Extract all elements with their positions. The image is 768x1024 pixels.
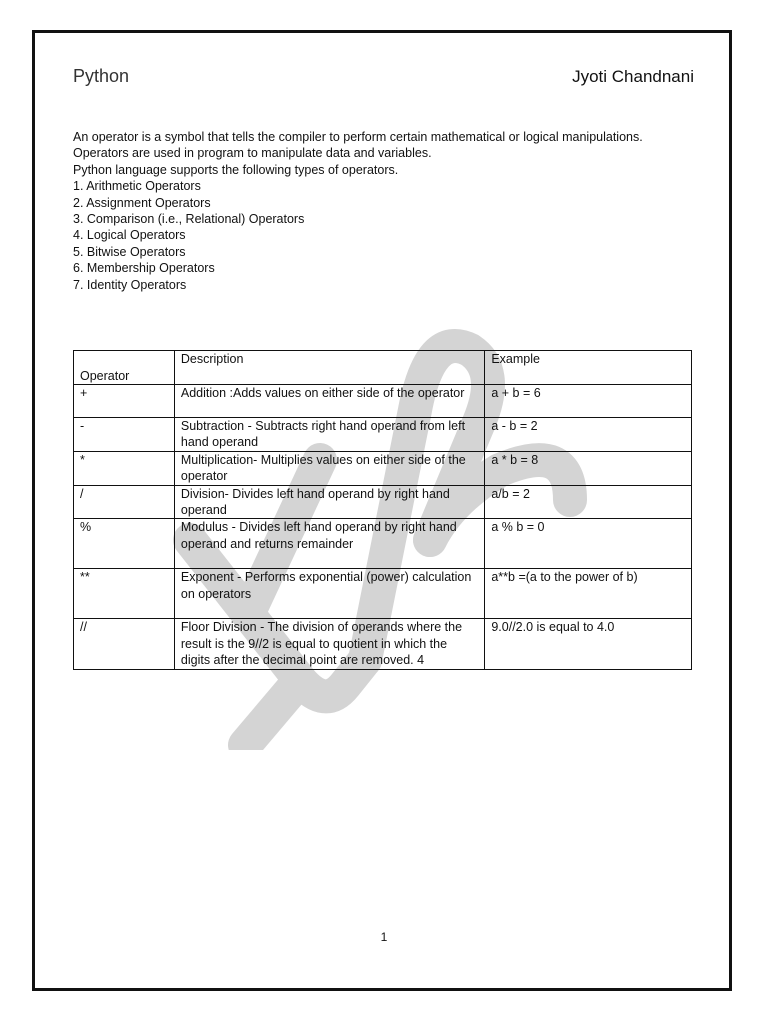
table-row — [74, 418, 692, 452]
cell-operator: + — [74, 385, 175, 418]
intro-section — [73, 129, 693, 293]
cell-operator: / — [74, 485, 175, 519]
list-item: 7. Identity Operators — [73, 277, 187, 292]
cell-description: Exponent - Performs exponential (power) calculation on operators — [174, 569, 484, 619]
cell-description: Floor Division - The division of operands where the result is the 9//2 is equal to quotient in which the digits after the decimal point are removed. 4 — [174, 619, 484, 669]
list-item: 4. Logical Operators — [73, 228, 186, 243]
list-item: 5. Bitwise Operators — [73, 244, 186, 259]
cell-description: Addition :Adds values on either side of the operator — [174, 385, 484, 418]
cell-example: a - b = 2 — [485, 418, 692, 452]
intro-paragraph: An operator is a symbol that tells the compiler to perform certain mathematical or logical manipulations. Operators are used in program to manipulate data and variables. — [73, 130, 643, 161]
intro-support-line: Python language supports the following types of operators. — [73, 162, 399, 177]
header-description: Description — [174, 351, 484, 385]
cell-operator: - — [74, 418, 175, 452]
header-author: Jyoti Chandnani — [572, 67, 694, 86]
list-item: 2. Assignment Operators — [73, 195, 211, 210]
cell-example: a + b = 6 — [485, 385, 692, 418]
header-operator: Operator — [74, 351, 175, 385]
cell-operator: // — [74, 619, 175, 669]
table-row — [74, 619, 692, 669]
table-row — [74, 385, 692, 418]
cell-description: Division- Divides left hand operand by right hand operand — [174, 485, 484, 519]
cell-operator: ** — [74, 569, 175, 619]
table-row — [74, 569, 692, 619]
cell-example: a * b = 8 — [485, 451, 692, 485]
cell-operator: % — [74, 519, 175, 569]
operator-types-list — [73, 178, 693, 293]
cell-operator: * — [74, 451, 175, 485]
list-item: 3. Comparison (i.e., Relational) Operators — [73, 212, 305, 227]
cell-description: Modulus - Divides left hand operand by right hand operand and returns remainder — [174, 519, 484, 569]
operators-table — [73, 350, 692, 670]
list-item: 1. Arithmetic Operators — [73, 179, 201, 194]
cell-example: 9.0//2.0 is equal to 4.0 — [485, 619, 692, 669]
cell-example: a/b = 2 — [485, 485, 692, 519]
list-item: 6. Membership Operators — [73, 261, 215, 276]
cell-description: Subtraction - Subtracts right hand operand from left hand operand — [174, 418, 484, 452]
page-number: 1 — [380, 930, 388, 944]
header-example: Example — [485, 351, 692, 385]
table-row — [74, 485, 692, 519]
cell-example: a**b =(a to the power of b) — [485, 569, 692, 619]
table-row — [74, 451, 692, 485]
header-title: Python — [73, 66, 130, 86]
table-header-row — [74, 351, 692, 385]
table-row — [74, 519, 692, 569]
cell-description: Multiplication- Multiplies values on either side of the operator — [174, 451, 484, 485]
cell-example: a % b = 0 — [485, 519, 692, 569]
